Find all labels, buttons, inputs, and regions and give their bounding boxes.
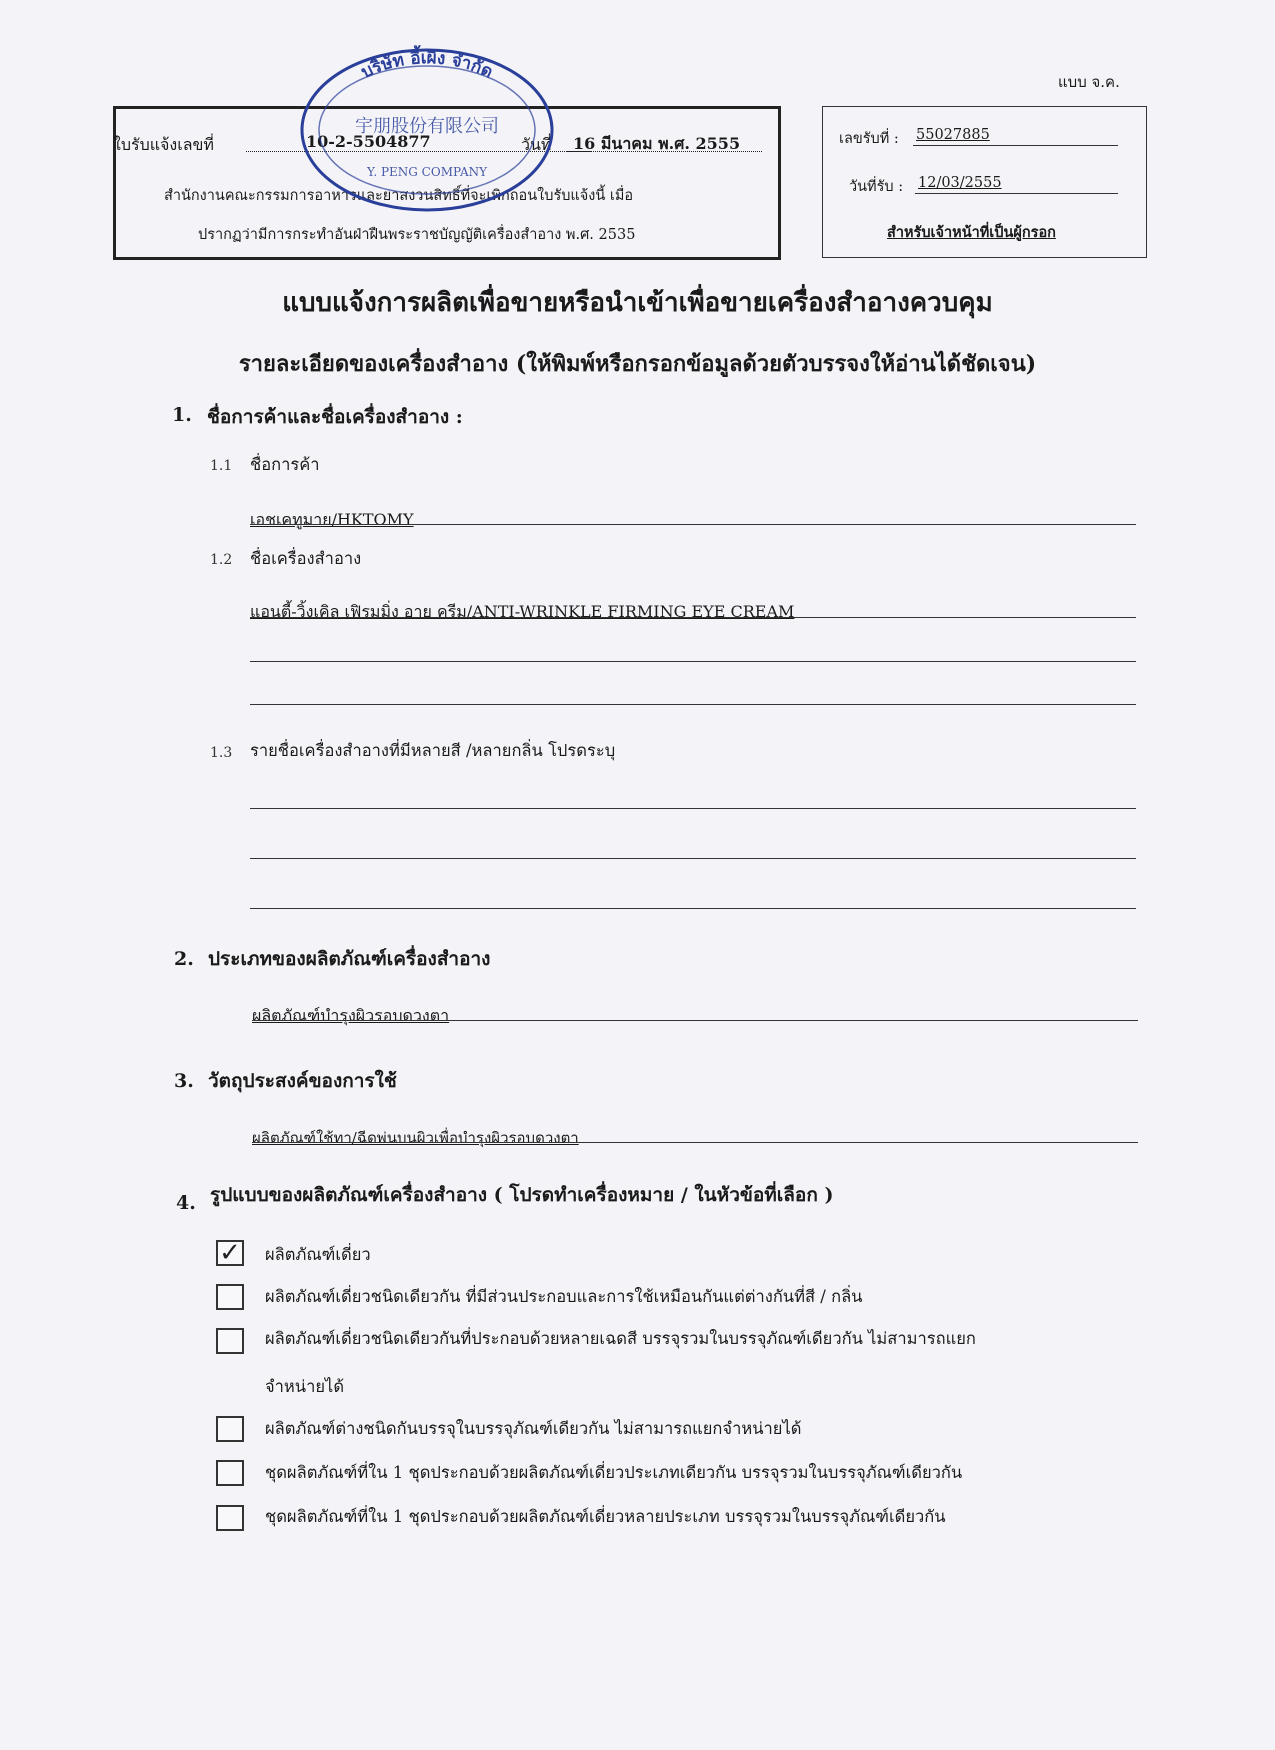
section1-1-label: ชื่อการค้า [250,455,320,474]
section3-number: 3. [174,1070,194,1092]
form-code: แบบ จ.ค. [1058,73,1120,91]
variant-line-1 [250,808,1136,809]
option-multi-shade-label: ผลิตภัณฑ์เดี่ยวชนิดเดียวกันที่ประกอบด้วยหลายเฉดสี บรรจุรวมในบรรจุภัณฑ์เดียวกัน ไม่สามารถแยก [265,1329,976,1348]
option-mixed-type-label: ผลิตภัณฑ์ต่างชนิดกันบรรจุในบรรจุภัณฑ์เดียวกัน ไม่สามารถแยกจำหน่ายได้ [265,1419,802,1438]
receipt-notice-line2: ปรากฏว่ามีการกระทำอันฝ่าฝืนพระราชบัญญัติเครื่องสำอาง พ.ศ. 2535 [198,227,636,243]
purpose-value: ผลิตภัณฑ์ใช้ทา/ฉีดพ่นบนผิวเพื่อบำรุงผิวรอบดวงตา [252,1129,579,1147]
receive-date-line [915,193,1118,194]
stamp-chinese-text: 宇朋股份有限公司 [355,116,499,137]
receipt-notice-line1: สำนักงานคณะกรรมการอาหารและยาสงวนสิทธิ์ที่จะเพิกถอนใบรับแจ้งนี้ เมื่อ [164,188,634,204]
receive-no-label: เลขรับที่ : [839,131,899,147]
section1-3-label: รายชื่อเครื่องสำอางที่มีหลายสี /หลายกลิ่น โปรดระบุ [250,741,616,760]
option-set-multi-type-checkbox[interactable] [216,1505,244,1531]
section4-heading: รูปแบบของผลิตภัณฑ์เครื่องสำอาง ( โปรดทำเครื่องหมาย / ในหัวข้อที่เลือก ) [210,1184,834,1206]
option-set-same-type-checkbox[interactable] [216,1460,244,1486]
form-subtitle: รายละเอียดของเครื่องสำอาง (ให้พิมพ์หรือกรอกข้อมูลด้วยตัวบรรจงให้อ่านได้ชัดเจน) [238,351,1037,377]
cosmetic-name-line-3 [250,704,1136,705]
section2-heading: ประเภทของผลิตภัณฑ์เครื่องสำอาง [208,948,491,970]
section1-1-number: 1.1 [210,458,233,474]
section4-number: 4. [176,1192,196,1214]
section1-3-number: 1.3 [210,745,233,761]
form-title: แบบแจ้งการผลิตเพื่อขายหรือนำเข้าเพื่อขายเครื่องสำอางควบคุม [282,288,993,318]
option-multi-shade-checkbox[interactable] [216,1328,244,1354]
section1-2-number: 1.2 [210,552,233,568]
section1-2-label: ชื่อเครื่องสำอาง [250,549,362,568]
receipt-number-value: 10-2-5504877 [306,132,431,151]
section3-heading: วัตถุประสงค์ของการใช้ [208,1070,397,1092]
company-stamp [296,44,558,216]
receipt-date-label: วันที่ [521,135,552,154]
product-type-value: ผลิตภัณฑ์บำรุงผิวรอบดวงตา [252,1006,450,1025]
option-single-checkbox[interactable]: ✓ [216,1240,244,1266]
section2-number: 2. [174,948,194,970]
cosmetic-name-line-1 [250,617,1136,618]
trade-name-line [250,524,1136,525]
variant-line-3 [250,908,1136,909]
receive-no-value: 55027885 [916,127,990,143]
svg-text:บริษัท อี้เผิง จำกัด [358,44,496,82]
option-variant-color-checkbox[interactable] [216,1284,244,1310]
option-set-multi-type-label: ชุดผลิตภัณฑ์ที่ใน 1 ชุดประกอบด้วยผลิตภัณฑ์เดี่ยวหลายประเภท บรรจุรวมในบรรจุภัณฑ์เดียวกัน [265,1507,946,1526]
receipt-date-value: 16 มีนาคม พ.ศ. 2555 [573,134,741,153]
option-multi-shade-label-cont: จำหน่ายได้ [265,1377,345,1396]
stamp-top-text: บริษัท อี้เผิง จำกัด [358,48,496,83]
cosmetic-name-value: แอนตี้-วิ้งเคิล เฟิรมมิ่ง อาย ครีม/ANTI-WRINKLE FIRMING EYE CREAM [250,602,795,621]
option-set-same-type-label: ชุดผลิตภัณฑ์ที่ใน 1 ชุดประกอบด้วยผลิตภัณฑ์เดี่ยวประเภทเดียวกัน บรรจุรวมในบรรจุภัณฑ์เดียวกัน [265,1463,963,1482]
receive-date-label: วันที่รับ : [849,179,904,195]
option-single-label: ผลิตภัณฑ์เดี่ยว [265,1245,371,1264]
option-mixed-type-checkbox[interactable] [216,1416,244,1442]
trade-name-value: เอชเคทูมาย/HKTOMY [250,510,414,529]
stamp-en-text: Y. PENG COMPANY [366,165,488,179]
product-type-line [252,1020,1138,1021]
receive-date-value: 12/03/2555 [918,175,1002,191]
purpose-line [252,1142,1138,1143]
officer-note: สำหรับเจ้าหน้าที่เป็นผู้กรอก [887,224,1056,241]
option-variant-color-label: ผลิตภัณฑ์เดี่ยวชนิดเดียวกัน ที่มีส่วนประกอบและการใช้เหมือนกันแต่ต่างกันที่สี / กลิ่น [265,1287,863,1306]
section1-heading: ชื่อการค้าและชื่อเครื่องสำอาง : [207,406,463,428]
variant-line-2 [250,858,1136,859]
section1-number: 1. [172,404,192,426]
officer-box [822,106,1147,258]
receipt-number-label: ใบรับแจ้งเลขที่ [113,135,214,154]
cosmetic-name-line-2 [250,661,1136,662]
receive-no-line [913,145,1118,146]
